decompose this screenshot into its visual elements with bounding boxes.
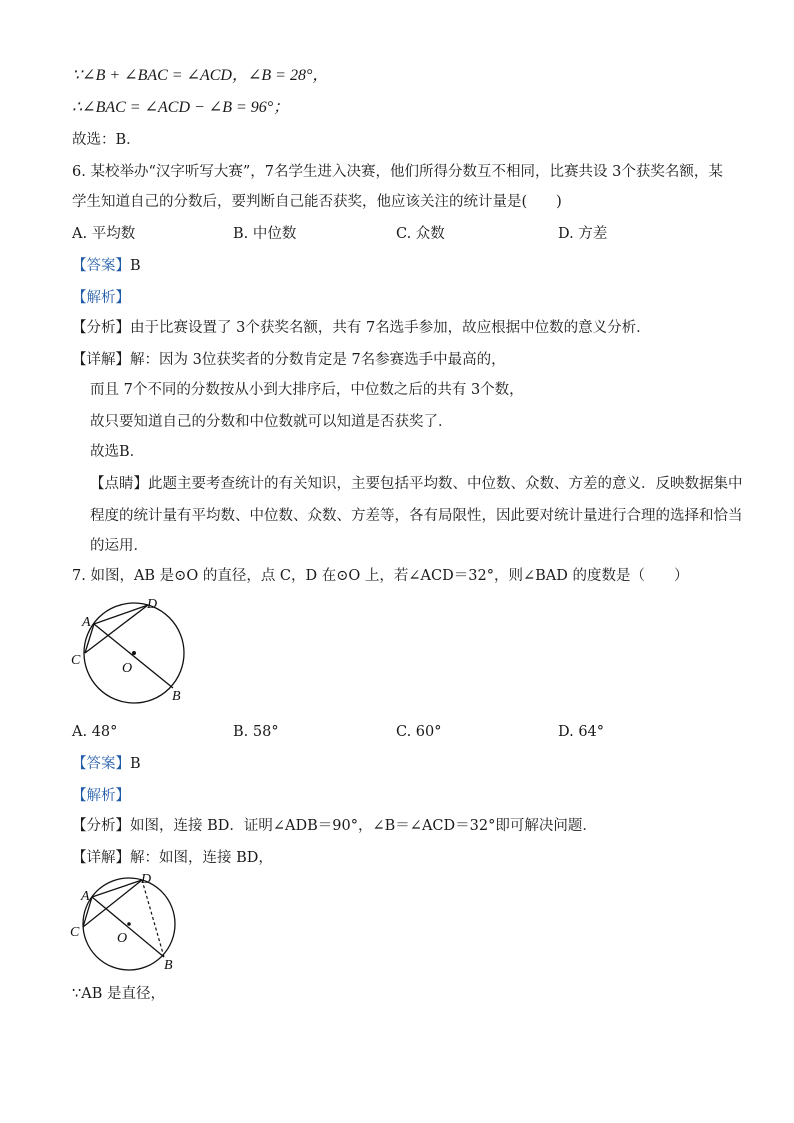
q7-circle-figure-2 bbox=[68, 870, 183, 978]
top-line-3: 故选：B． bbox=[72, 132, 141, 148]
center-point bbox=[132, 651, 136, 655]
q6-xiangjie-line bbox=[72, 350, 506, 370]
q6-option-a: A. 平均数 bbox=[72, 226, 136, 242]
q7-answer-line bbox=[72, 754, 141, 774]
q6-fenxi-text: 由于比赛设置了 3个获奖名额，共有 7名选手参加，故应根据中位数的意义分析． bbox=[130, 320, 651, 336]
q7-fenxi-line bbox=[72, 816, 597, 836]
diameter-ab bbox=[94, 624, 173, 688]
q6-analysis-line bbox=[72, 288, 130, 308]
q6-dianjing-line bbox=[90, 474, 743, 494]
segment-cd-2 bbox=[83, 880, 142, 927]
q6-fenxi-tag: 【分析】 bbox=[72, 320, 130, 336]
top-line-2: ∴∠BAC = ∠ACD − ∠B = 96°； bbox=[72, 99, 290, 116]
label-c: C bbox=[71, 653, 81, 668]
label-d: D bbox=[147, 597, 158, 612]
q6-option-c: C. 众数 bbox=[396, 226, 445, 242]
q6-stem-line-2: 学生知道自己的分数后，要判断自己能否获奖，他应该关注的统计量是( ) bbox=[72, 194, 562, 210]
q7-fenxi-text: 如图，连接 BD．证明∠ADB＝90°，∠B＝∠ACD＝32°即可解决问题． bbox=[130, 818, 597, 834]
q7-analysis-line bbox=[72, 786, 130, 806]
segment-cd bbox=[85, 605, 148, 653]
q7-xiangjie-line bbox=[72, 848, 273, 868]
q6-answer-line bbox=[72, 256, 141, 276]
q6-fenxi-line bbox=[72, 318, 651, 338]
diameter-ab-2 bbox=[92, 897, 164, 957]
label-b: B bbox=[172, 689, 181, 704]
q7-option-b: B. 58° bbox=[233, 724, 279, 740]
label-o-2: O bbox=[117, 931, 128, 946]
q7-option-c: C. 60° bbox=[396, 724, 442, 740]
label-c-2: C bbox=[70, 925, 80, 940]
q6-dianjing-text-1: 此题主要考查统计的有关知识，主要包括平均数、中位数、众数、方差的意义．反映数据集中 bbox=[148, 476, 743, 492]
q7-answer: B bbox=[130, 756, 141, 772]
q7-fenxi-tag: 【分析】 bbox=[72, 818, 130, 834]
q7-xiangjie-text-1: 解：如图，连接 BD， bbox=[130, 850, 273, 866]
q7-option-d: D. 64° bbox=[558, 724, 605, 740]
q6-xiangjie-text-3: 故只要知道自己的分数和中位数就可以知道是否获奖了． bbox=[90, 414, 453, 430]
q6-dianjing-text-3: 的运用． bbox=[90, 538, 148, 554]
q6-dianjing-text-2: 程度的统计量有平均数、中位数、众数、方差等，各有局限性，因此要对统计量进行合理的选择和恰当 bbox=[90, 508, 743, 524]
q6-xiangjie-text-2: 而且 7个不同的分数按从小到大排序后，中位数之后的共有 3个数， bbox=[90, 382, 524, 398]
q7-xiangjie-tag: 【详解】 bbox=[72, 850, 130, 866]
q7-option-a: A. 48° bbox=[72, 724, 118, 740]
q6-xiangjie-tag: 【详解】 bbox=[72, 352, 130, 368]
q6-analysis-tag: 【解析】 bbox=[72, 290, 130, 306]
q7-answer-tag: 【答案】 bbox=[72, 756, 130, 772]
q6-option-d: D. 方差 bbox=[558, 226, 608, 242]
q7-stem: 7. 如图，AB 是⊙O 的直径，点 C，D 在⊙O 上，若∠ACD＝32°，则∠BAD 的度数是（ ） bbox=[72, 568, 689, 584]
q6-dianjing-tag: 【点睛】 bbox=[90, 476, 148, 492]
q7-circle-figure bbox=[70, 594, 200, 712]
label-d-2: D bbox=[141, 872, 152, 887]
label-a-2: A bbox=[81, 889, 90, 904]
q6-option-b: B. 中位数 bbox=[233, 226, 297, 242]
q6-answer-tag: 【答案】 bbox=[72, 258, 130, 274]
q7-analysis-tag: 【解析】 bbox=[72, 788, 130, 804]
q6-answer: B bbox=[130, 258, 141, 274]
center-point-2 bbox=[127, 922, 131, 926]
top-line-1: ∵∠B + ∠BAC = ∠ACD，∠B = 28°， bbox=[72, 67, 329, 84]
label-b-2: B bbox=[164, 958, 173, 973]
q7-last-line: ∵AB 是直径， bbox=[72, 986, 165, 1002]
q6-xiangjie-text-1: 解：因为 3位获奖者的分数肯定是 7名参赛选手中最高的， bbox=[130, 352, 506, 368]
label-o: O bbox=[122, 661, 133, 676]
label-a: A bbox=[82, 615, 91, 630]
q6-xiangjie-text-4: 故选B． bbox=[90, 444, 145, 460]
q6-stem-line-1: 6. 某校举办“汉字听写大赛”，7名学生进入决赛，他们所得分数互不相同，比赛共设 3个获奖名额，某 bbox=[72, 164, 723, 180]
